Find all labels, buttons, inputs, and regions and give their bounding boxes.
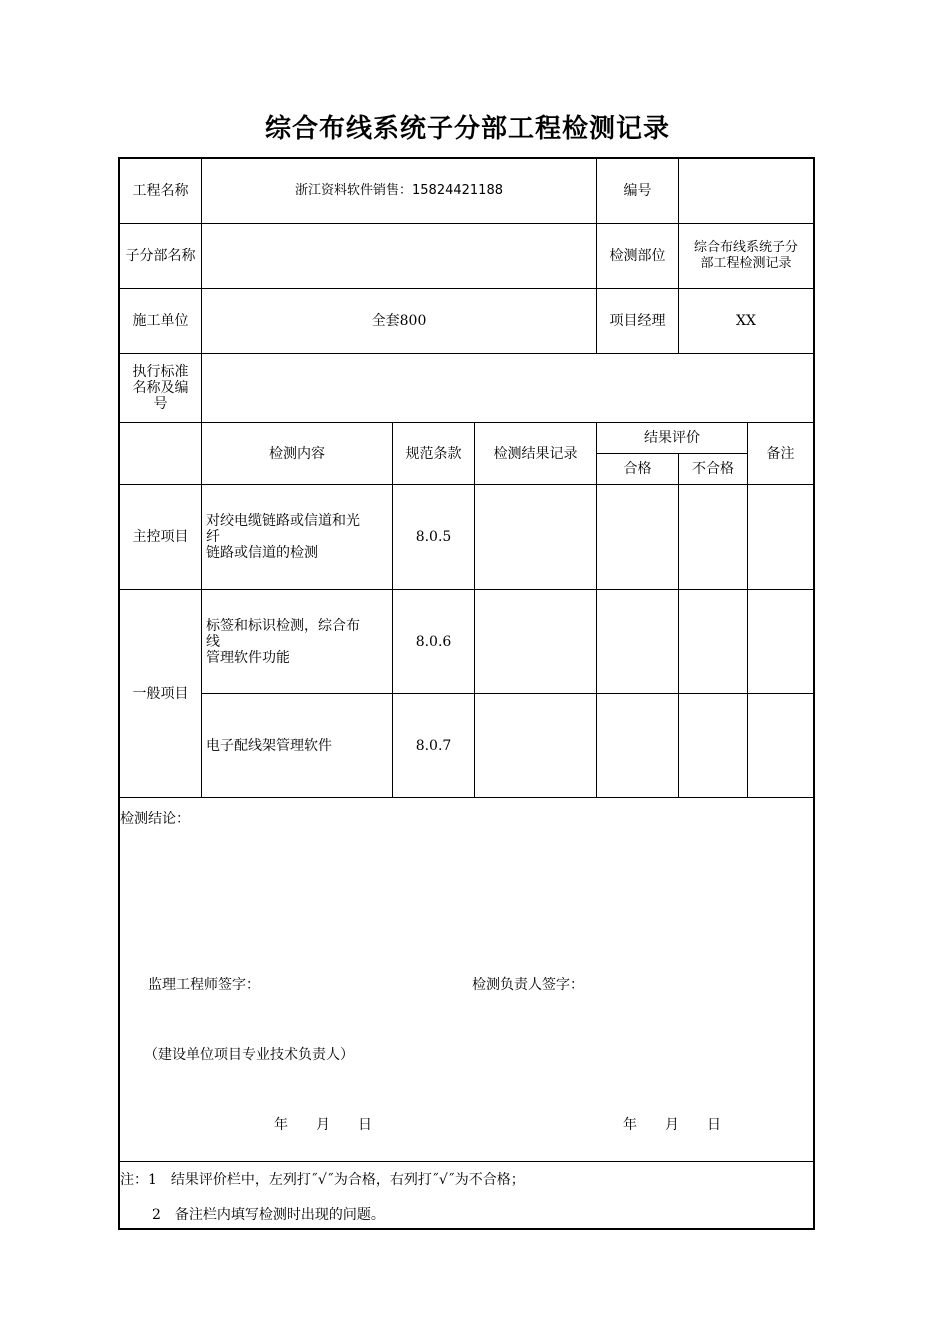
standard-label-line1: 执行标准 <box>132 364 189 380</box>
table-row-content <box>202 590 392 693</box>
project-name-label: 工程名称 <box>132 183 189 199</box>
owner-note: （建设单位项目专业技术负责人） <box>144 1047 354 1063</box>
inspect-part-value <box>679 224 813 288</box>
row2-content-line1: 标签和标识检测，综合布 <box>206 617 360 634</box>
col-evaluation-header: 结果评价 <box>644 430 700 446</box>
standard-label-line3: 号 <box>153 396 168 412</box>
date-right: 年 月 日 <box>623 1117 721 1133</box>
inspection-record-table <box>118 157 815 1230</box>
date-left: 年 月 日 <box>274 1117 372 1133</box>
project-name-value: 浙江资料软件销售：15824421188 <box>295 183 503 198</box>
main-items-label: 主控项目 <box>132 529 189 545</box>
row1-content-line1: 对绞电缆链路或信道和光 <box>206 513 360 529</box>
supervisor-sign: 监理工程师签字： <box>148 977 260 993</box>
row2-content-line2: 线 <box>206 633 220 650</box>
page-title: 综合布线系统子分部工程检测记录 <box>264 114 670 144</box>
col-remark-header: 备注 <box>766 445 795 462</box>
col-content-header: 检测内容 <box>269 445 325 462</box>
standard-label <box>120 354 201 422</box>
manager-value: XX <box>736 313 756 329</box>
row2-content-line3: 管理软件功能 <box>206 649 290 666</box>
inspect-part-line1: 综合布线系统子分 <box>693 240 798 255</box>
standard-label-line2: 名称及编 <box>132 380 189 396</box>
inspect-part-label: 检测部位 <box>609 248 666 264</box>
row1-clause: 8.0.5 <box>415 529 452 545</box>
standard-value[interactable] <box>202 354 813 422</box>
subsection-value[interactable] <box>202 224 596 288</box>
col-record-header: 检测结果记录 <box>493 445 578 462</box>
col-clause-header: 规范条款 <box>405 445 462 462</box>
table-row-content <box>202 485 392 589</box>
row1-content-line3: 链路或信道的检测 <box>206 545 318 561</box>
subsection-label: 子分部名称 <box>125 248 196 264</box>
row3-clause: 8.0.7 <box>415 737 452 754</box>
contractor-label: 施工单位 <box>132 313 189 329</box>
note-line1: 注：1 结果评价栏中，左列打˝√˝为合格，右列打˝√˝为不合格； <box>120 1172 525 1188</box>
conclusion-label: 检测结论： <box>120 811 190 827</box>
row3-content: 电子配线架管理软件 <box>206 737 332 754</box>
manager-label: 项目经理 <box>609 313 666 329</box>
inspector-sign: 检测负责人签字： <box>472 977 584 993</box>
note-line2: 2 备注栏内填写检测时出现的问题。 <box>152 1207 385 1223</box>
serial-label: 编号 <box>623 183 652 199</box>
col-fail-header: 不合格 <box>692 461 734 477</box>
col-pass-header: 合格 <box>623 461 652 477</box>
contractor-value: 全套800 <box>371 313 427 329</box>
serial-value[interactable] <box>679 159 813 223</box>
inspect-part-line2: 部工程检测记录 <box>700 256 792 271</box>
row2-clause: 8.0.6 <box>415 633 452 650</box>
general-items-label: 一般项目 <box>132 685 189 702</box>
row1-content-line2: 纤 <box>206 529 220 545</box>
